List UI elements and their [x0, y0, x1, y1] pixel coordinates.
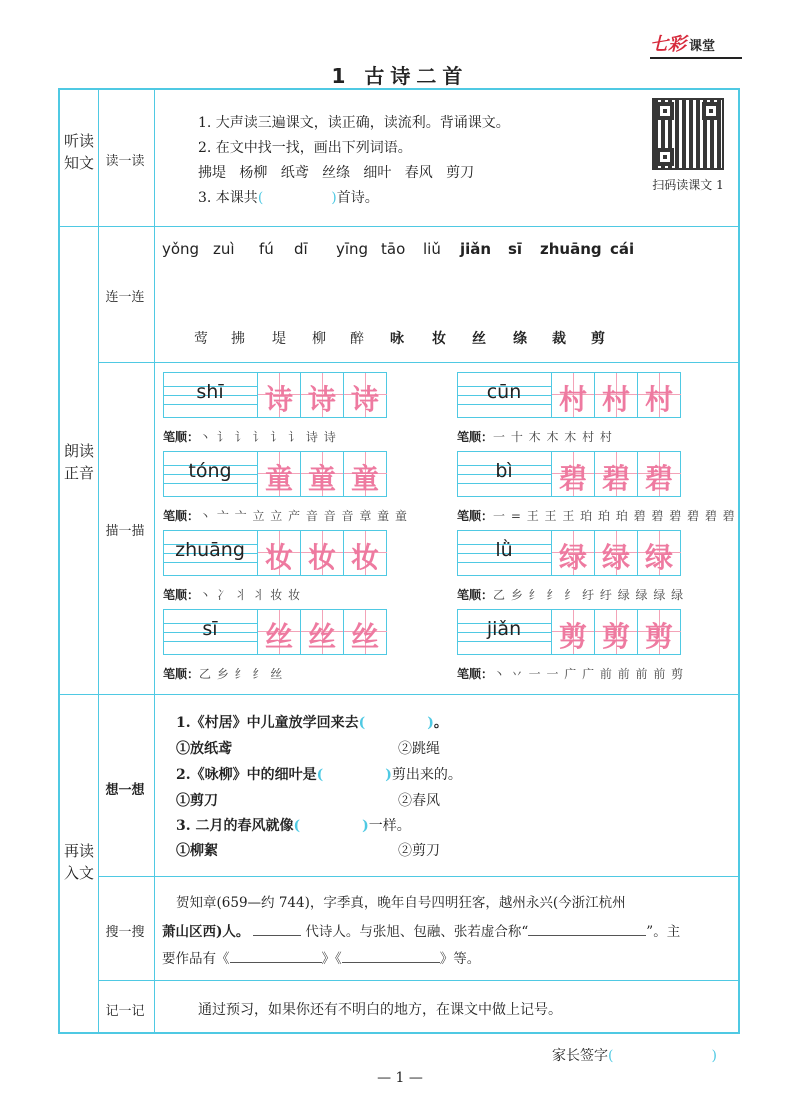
read-words: 拂堤 杨柳 纸鸢 丝绦 细叶 春风 剪刀: [198, 165, 475, 181]
tracing-box[interactable]: [457, 372, 681, 418]
label-search: 搜一搜: [105, 925, 145, 940]
parent-signature[interactable]: 家长签字( ): [552, 1048, 717, 1064]
qr-caption: 扫码读课文 1: [652, 178, 724, 192]
stroke-order: [457, 428, 613, 445]
pinyin-item[interactable]: yīng: [336, 240, 369, 258]
stroke-sequence: 乙 乡 纟 纟 纟 纡 纡 绿 绿 绿 绿: [493, 588, 685, 602]
stroke-label: 笔顺：: [163, 588, 200, 602]
tracing-box[interactable]: [457, 451, 681, 497]
pinyin-item[interactable]: zhuāng: [540, 240, 602, 258]
pinyin-item[interactable]: cái: [610, 240, 635, 258]
pinyin-box: [164, 373, 258, 417]
tracing-box[interactable]: [163, 451, 387, 497]
think-q2-b[interactable]: ②春风: [398, 793, 440, 809]
tracing-box[interactable]: [163, 530, 387, 576]
stroke-sequence: 丶 丷 一 一 广 广 前 前 前 前 剪: [493, 667, 685, 681]
trace-character: 妆: [307, 541, 336, 574]
stroke-order: [457, 507, 736, 524]
character-cell[interactable]: [595, 373, 638, 417]
stroke-order: [163, 507, 408, 524]
character-cell[interactable]: [258, 610, 301, 654]
stroke-sequence: 丶 讠 讠 讠 讠 讠 诗 诗: [199, 430, 337, 444]
trace-character: 碧: [644, 462, 673, 495]
stroke-label: 笔顺：: [163, 509, 200, 523]
character-cell[interactable]: [344, 373, 387, 417]
character-cell[interactable]: [258, 531, 301, 575]
trace-character: 村: [558, 383, 587, 416]
char-item[interactable]: 柳: [312, 331, 326, 347]
pinyin-text: zhuāng: [175, 539, 245, 561]
trace-character: 丝: [350, 620, 379, 653]
character-cell[interactable]: [301, 610, 344, 654]
pinyin-text: jiǎn: [486, 618, 522, 640]
pinyin-box: [458, 531, 552, 575]
char-item[interactable]: 堤: [272, 331, 286, 347]
character-cell[interactable]: [344, 610, 387, 654]
pinyin-box: [458, 373, 552, 417]
character-cell[interactable]: [595, 452, 638, 496]
stroke-sequence: 乙 乡 纟 纟 丝: [199, 667, 284, 681]
character-cell[interactable]: [301, 373, 344, 417]
pinyin-item[interactable]: jiǎn: [460, 240, 492, 258]
character-cell[interactable]: [552, 373, 595, 417]
char-item[interactable]: 丝: [472, 331, 486, 347]
character-cell[interactable]: [595, 610, 638, 654]
logo-sub: 课堂: [689, 39, 716, 54]
pinyin-item[interactable]: fú: [259, 240, 274, 258]
pinyin-text: tóng: [188, 460, 232, 482]
logo-main: 七彩: [650, 34, 686, 55]
trace-character: 童: [264, 462, 293, 495]
trace-character: 绿: [644, 541, 673, 574]
pinyin-item[interactable]: liǔ: [423, 240, 441, 258]
section-read-aloud: 朗读 正音: [63, 442, 94, 482]
trace-character: 诗: [307, 383, 336, 416]
pinyin-box: [458, 610, 552, 654]
think-q3: 3. 二月的春风就像( )一样。: [176, 818, 411, 834]
trace-character: 绿: [558, 541, 587, 574]
stroke-sequence: 丶 冫 丬 丬 妆 妆: [199, 588, 302, 602]
character-cell[interactable]: [258, 452, 301, 496]
trace-character: 村: [644, 383, 673, 416]
read-line-3: 3. 本课共( )首诗。: [198, 190, 379, 206]
trace-character: 妆: [264, 541, 293, 574]
char-item[interactable]: 裁: [552, 331, 566, 347]
character-cell[interactable]: [552, 610, 595, 654]
trace-character: 绿: [601, 541, 630, 574]
character-cell[interactable]: [638, 452, 681, 496]
character-cell[interactable]: [638, 373, 681, 417]
pinyin-text: bì: [495, 460, 513, 482]
label-think: 想一想: [105, 783, 145, 798]
trace-character: 丝: [264, 620, 293, 653]
char-item[interactable]: 妆: [432, 331, 446, 347]
pinyin-text: cūn: [486, 381, 522, 403]
stroke-sequence: 一 = 王 王 王 珀 珀 珀 碧 碧 碧 碧 碧 碧: [493, 509, 736, 523]
pinyin-box: [164, 610, 258, 654]
pinyin-text: lǜ: [495, 539, 513, 561]
search-line-2: 萧山区西)人。 代诗人。与张旭、包融、张若虚合称“ ”。主: [162, 924, 681, 940]
trace-character: 童: [350, 462, 379, 495]
stroke-order: [457, 586, 684, 603]
character-cell[interactable]: [552, 452, 595, 496]
qr-code[interactable]: [652, 98, 724, 170]
search-line-3: 要作品有《 》《 》等。: [162, 951, 481, 967]
trace-character: 童: [307, 462, 336, 495]
dynasty-blank[interactable]: [253, 935, 301, 936]
char-item[interactable]: 醉: [350, 331, 364, 347]
trace-character: 村: [601, 383, 630, 416]
char-item[interactable]: 剪: [591, 331, 605, 347]
read-line-1: 1. 大声读三遍课文，读正确，读流利。背诵课文。: [198, 115, 510, 131]
character-cell[interactable]: [638, 531, 681, 575]
trace-character: 碧: [601, 462, 630, 495]
stroke-sequence: 丶 亠 亠 立 立 产 音 音 音 章 童 童: [199, 509, 408, 523]
char-item[interactable]: 莺: [194, 331, 208, 347]
think-q2-a[interactable]: ①剪刀: [176, 793, 218, 809]
character-cell[interactable]: [638, 610, 681, 654]
trace-character: 妆: [350, 541, 379, 574]
tracing-box[interactable]: [457, 530, 681, 576]
page-number: — 1 —: [377, 1070, 423, 1086]
trace-character: 诗: [350, 383, 379, 416]
pinyin-box: [164, 452, 258, 496]
pinyin-item[interactable]: zuì: [213, 240, 235, 258]
think-q1-a[interactable]: ①放纸鸢: [176, 741, 232, 757]
label-trace: 描一描: [105, 524, 145, 539]
stroke-sequence: 一 十 木 木 木 村 村: [493, 430, 613, 444]
stroke-order: [163, 428, 337, 445]
character-cell[interactable]: [344, 531, 387, 575]
pinyin-box: [164, 531, 258, 575]
tracing-box[interactable]: [457, 609, 681, 655]
stroke-label: 笔顺：: [163, 667, 200, 681]
character-cell[interactable]: [344, 452, 387, 496]
stroke-label: 笔顺：: [457, 430, 494, 444]
think-q1: 1.《村居》中儿童放学回来去( )。: [176, 715, 448, 731]
char-item[interactable]: 绦: [513, 331, 527, 347]
trace-character: 诗: [264, 383, 293, 416]
stroke-label: 笔顺：: [457, 667, 494, 681]
character-cell[interactable]: [258, 373, 301, 417]
trace-character: 丝: [307, 620, 336, 653]
label-connect: 连一连: [105, 290, 145, 305]
stroke-order: [163, 665, 283, 682]
brand-logo: [650, 30, 742, 60]
note-text: 通过预习，如果你还有不明白的地方，在课文中做上记号。: [198, 1002, 562, 1018]
label-read: 读一读: [105, 154, 145, 169]
think-q1-b[interactable]: ②跳绳: [398, 741, 440, 757]
label-note: 记一记: [105, 1004, 145, 1019]
character-cell[interactable]: [301, 452, 344, 496]
section-listen: 听读 知文: [63, 132, 94, 172]
section-reread: 再读 入文: [63, 842, 94, 882]
trace-character: 碧: [558, 462, 587, 495]
character-cell[interactable]: [552, 531, 595, 575]
pinyin-item[interactable]: dī: [294, 240, 308, 258]
think-q3-a[interactable]: ①柳絮: [176, 843, 218, 859]
think-q2: 2.《咏柳》中的细叶是( )剪出来的。: [176, 767, 462, 783]
pinyin-item[interactable]: tāo: [381, 240, 406, 258]
group-name-blank[interactable]: [528, 935, 646, 936]
pinyin-text: shī: [196, 381, 224, 403]
tracing-box[interactable]: [163, 372, 387, 418]
trace-character: 剪: [644, 620, 673, 653]
stroke-label: 笔顺：: [457, 509, 494, 523]
tracing-box[interactable]: [163, 609, 387, 655]
char-item[interactable]: 拂: [231, 331, 245, 347]
trace-character: 剪: [558, 620, 587, 653]
pinyin-item[interactable]: sī: [508, 240, 523, 258]
character-cell[interactable]: [301, 531, 344, 575]
char-item[interactable]: 咏: [390, 331, 404, 347]
stroke-order: [163, 586, 301, 603]
stroke-label: 笔顺：: [457, 588, 494, 602]
search-line-1: 贺知章(659—约 744)，字季真，晚年自号四明狂客，越州永兴(今浙江杭州: [176, 895, 626, 911]
character-cell[interactable]: [595, 531, 638, 575]
stroke-label: 笔顺：: [163, 430, 200, 444]
think-q3-b[interactable]: ②剪刀: [398, 843, 440, 859]
work-blank-2[interactable]: [342, 962, 440, 963]
pinyin-box: [458, 452, 552, 496]
stroke-order: [457, 665, 684, 682]
pinyin-text: sī: [202, 618, 218, 640]
read-line-2: 2. 在文中找一找，画出下列词语。: [198, 140, 412, 156]
page-title: 1 古诗二首: [331, 64, 469, 88]
pinyin-item[interactable]: yǒng: [162, 240, 200, 258]
work-blank-1[interactable]: [230, 962, 322, 963]
trace-character: 剪: [601, 620, 630, 653]
